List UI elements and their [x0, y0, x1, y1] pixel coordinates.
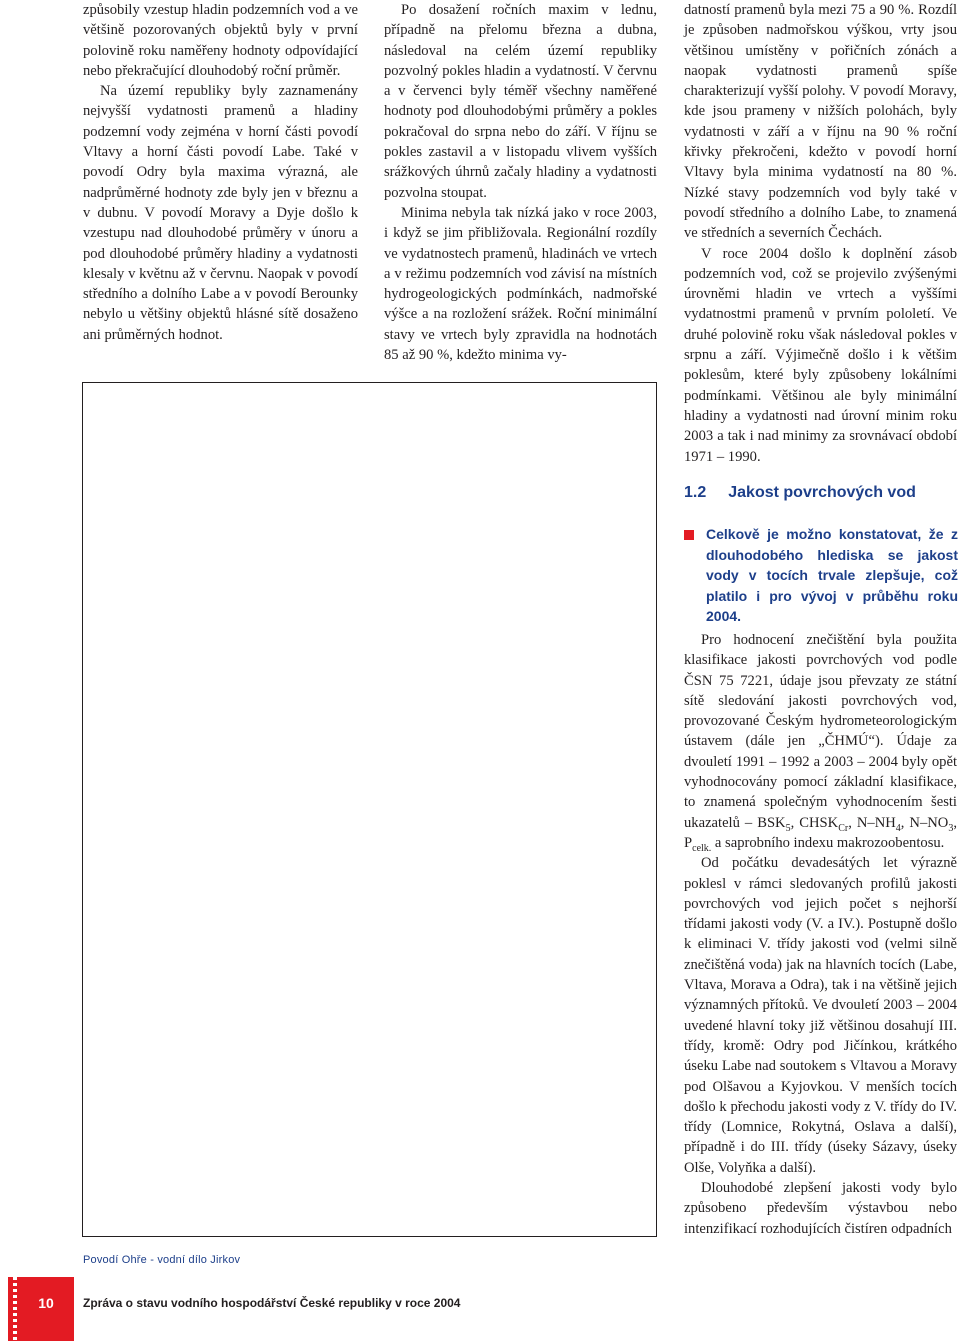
- text-column-1: [83, 0, 358, 345]
- paragraph: datností pramenů byla mezi 75 a 90 %. Rozdíl je způsoben nadmořskou výškou, vrty jsou většinou umístěny v pořičních zónách a naopak vydatnosti pramenů spíše charakterizují vyšší polohy. V povodí Moravy, kde jsou prameny v nižších polohách, byly vydatnosti v září a v říjnu na 90 % roční křivky překročeni, kdežto v povodí horní Vltavy byla minima vydatností na 80 %. Nízké stavy podzemních vod byly také v povodí středního a dolního Labe, to znamená ve středních a severních Čechách.: [684, 2, 957, 242]
- paragraph: Dlouhodobé zlepšení jakosti vody bylo způsobeno především výstavbou nebo intenzifikací rozhodujících čistíren odpadních: [684, 1180, 957, 1237]
- paragraph: Pro hodnocení znečištění byla použita klasifikace jakosti povrchových vod podle ČSN 75 7221, údaje jsou převzaty ze státní sítě sledování jakosti povrchových vod, provozované Českým hydrometeorologickým ústavem (dále jen „ČHMÚ“). Údaje za dvouletí 1991 – 1992 a 2003 – 2004 byly opět vyhodnocovány pomocí základní klasifikace, to znamená společným vyhodnocením šesti ukazatelů – $BSK_5$, $CHSK_{Cr}$, $N-NH_4$, $N-NO_3$, $P_{celk.}$ a saprobního indexu makrozoobentosu.: [684, 632, 958, 854]
- section-number: 1.2: [684, 484, 707, 501]
- highlight-box: [684, 524, 958, 627]
- paragraph: V roce 2004 došlo k doplnění zásob podzemních vod, což se projevilo zvýšenými úrovněmi hladin ve vrtech a vyššími vydatnostmi pramenů v prvním pololetí. Ve druhé polovině roku však následoval pokles v srpnu a září. Výjimečně došlo i k většim poklesům, které byly způsobeny lokálními podmínkami. Většinou ale byly minimální hladiny a vydatnosti nad úrovní minim roku 2003 a tak i nad minimy za srovnávací období 1971 – 1990.: [684, 245, 957, 465]
- paragraph: Po dosažení ročních maxim v lednu, případně na přelomu března a dubna, následoval na celém území republiky pozvolný pokles hladin a vydatností. V červnu a v červenci byly téměř všechny naměřené hodnoty pod dlouhodobými průměry a pokles pokračoval do srpna nebo do září. V říjnu se pokles zastavil a v listopadu vlivem vyšších srážkových úhrnů začaly hladiny a vydatnosti pozvolna stoupat.: [384, 2, 657, 201]
- paragraph: způsobily vzestup hladin podzemních vod a ve většině pozorovaných objektů byly v první polovině roku naměřeny hodnoty odpovídající nebo překračující dlouhodobý roční průměr.: [83, 2, 358, 79]
- footer-title: Zpráva o stavu vodního hospodářství České republiky v roce 2004: [83, 1296, 461, 1310]
- photo-placeholder: [82, 382, 657, 1237]
- text-column-3: [684, 0, 957, 467]
- paragraph: Od počátku devadesátých let výrazně poklesl v rámci sledovaných profilů jakosti povrchových vod jejich počet s nejhorší třídami jakosti vody (V. a IV.). Postupně došlo k eliminaci V. třídy jakosti vod (velmi silně znečištěná voda) jak na hlavních tocích (Labe, Vltava, Morava a Odra), tak i na většině jejich významných přítoků. Ve dvouletí 2003 – 2004 uvedené hlavní toky již většinou dosahují III. třídy, kromě: Odry pod Jičínkou, krátkého úseku Labe nad soutokem s Vltavou a Moravy pod Olšavou a Kyjovkou. V menších tocích došlo k přechodu jakosti vody z V. třídy do IV. třídy (Lomnice, Rokytná, Oslava a další), případně i do III. třídy (úseky Sázavy, úseky Olše, Volyňka a další).: [684, 855, 957, 1176]
- dotted-line-decoration: [13, 1277, 17, 1341]
- page-number-tab: [8, 1277, 74, 1341]
- highlight-text: Celkově je možno konstatovat, že z dlouhodobého hlediska se jakost vody v tocích trvale zlepšuje, což platilo i pro vývoj v průběhu roku 2004.: [706, 526, 958, 624]
- section-title: Jakost povrchových vod: [728, 484, 916, 501]
- paragraph: Minima nebyla tak nízká jako v roce 2003, i když se jim přibližovala. Regionální rozdíly ve vydatnostech pramenů, hladinách ve vrtech a v režimu podzemních vod závisí na místních hydrogeologických podmínkách, nadmořské výšce a na rozložení srážek. Roční minimální stavy ve vrtech byly zpravidla na hodnotách 85 až 90 %, kdežto minima vy-: [384, 204, 657, 364]
- paragraph: Na území republiky byly zaznamenány nejvyšší vydatnosti pramenů a hladiny podzemní vody zejména v horní části povodí Vltavy a horní části povodí Labe. Také v povodí Odry byla maxima výrazná, ale nadprůměrné hodnoty zde byly jen v březnu a v dubnu. V povodí Moravy a Dyje došlo k vzestupu nad dlouhodobé průměry v únoru a pod dlouhodobé průměry hladiny a vydatnosti klesaly v květnu až v červnu. Naopak v povodí středního a dolního Labe a v povodí Berounky nebylo u většiny objektů hlásné sítě dosaženo ani průměrných hodnot.: [83, 83, 358, 343]
- section-heading: [684, 484, 960, 502]
- page-number: 10: [38, 1295, 54, 1311]
- square-bullet-icon: [684, 530, 694, 540]
- text-column-3-continued: [684, 630, 957, 1239]
- text-column-2: [384, 0, 657, 365]
- photo-caption: Povodí Ohře - vodní dílo Jirkov: [83, 1254, 241, 1266]
